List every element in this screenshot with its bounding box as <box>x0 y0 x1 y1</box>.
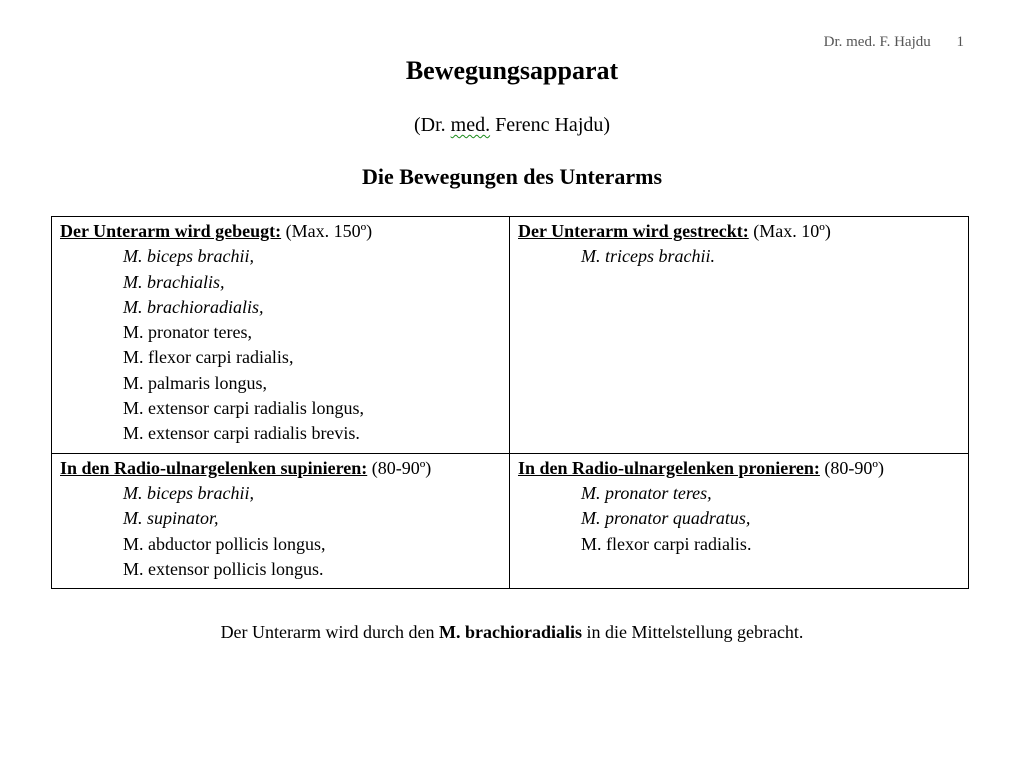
muscle-item: M. supinator, <box>123 508 219 529</box>
cell-heading <box>60 219 501 244</box>
subtitle-med: med. <box>450 114 491 136</box>
table-row <box>52 217 969 454</box>
page-number: 1 <box>956 34 964 50</box>
muscle-item: M. biceps brachii, <box>123 246 254 267</box>
cell-heading-range: (Max. 10º) <box>748 221 831 241</box>
cell-heading-range: (80-90º) <box>819 457 884 478</box>
muscle-item: M. pronator teres, <box>581 482 712 503</box>
page-header <box>824 34 964 51</box>
muscle-item: M. biceps brachii, <box>123 482 254 503</box>
muscle-item: M. brachioradialis, <box>123 296 264 317</box>
table-row <box>52 453 969 588</box>
cell-extension <box>510 217 969 454</box>
cell-heading <box>60 456 501 481</box>
muscle-item: M. extensor carpi radialis longus, <box>123 398 364 419</box>
muscle-item: M. flexor carpi radialis, <box>123 347 294 368</box>
cell-heading-label: In den Radio-ulnargelenken supinieren: <box>60 457 368 478</box>
muscle-item: M. pronator quadratus, <box>581 508 751 529</box>
subtitle-rest: Ferenc Hajdu) <box>490 114 611 136</box>
muscle-item: M. abductor pollicis longus, <box>123 533 326 554</box>
document-subtitle <box>0 114 1024 137</box>
muscle-list <box>518 244 960 269</box>
muscle-item: M. triceps brachii. <box>581 246 715 267</box>
cell-heading-label: Der Unterarm wird gebeugt: <box>60 221 282 241</box>
cell-supination <box>52 453 510 588</box>
cell-heading-label: Der Unterarm wird gestreckt: <box>518 221 749 241</box>
cell-heading <box>518 456 960 481</box>
muscle-item: M. extensor pollicis longus. <box>123 558 324 579</box>
section-title: Die Bewegungen des Unterarms <box>361 164 663 189</box>
cell-heading-range: (80-90º) <box>367 457 432 478</box>
muscle-item: M. flexor carpi radialis. <box>581 533 752 554</box>
header-author: Dr. med. F. Hajdu <box>823 34 931 50</box>
footer-before: Der Unterarm wird durch den <box>220 622 439 642</box>
cell-heading <box>518 219 960 244</box>
document-title: Bewegungsapparat <box>405 56 619 85</box>
muscle-list <box>60 481 501 582</box>
footer-after: in die Mittelstellung gebracht. <box>581 622 804 642</box>
muscle-list <box>518 481 960 557</box>
muscle-list <box>60 244 501 446</box>
muscle-item: M. palmaris longus, <box>123 372 267 393</box>
muscle-item: M. brachialis, <box>123 271 225 292</box>
cell-heading-range: (Max. 150º) <box>281 221 373 241</box>
footer-bold: M. brachioradialis <box>438 622 582 642</box>
footer-note <box>0 622 1024 643</box>
subtitle-open: (Dr. <box>413 114 451 136</box>
muscle-item: M. extensor carpi radialis brevis. <box>123 423 360 444</box>
cell-heading-label: In den Radio-ulnargelenken pronieren: <box>518 457 820 478</box>
cell-pronation <box>510 453 969 588</box>
movements-table <box>51 216 969 589</box>
muscle-item: M. pronator teres, <box>123 322 252 343</box>
cell-flexion <box>52 217 510 454</box>
